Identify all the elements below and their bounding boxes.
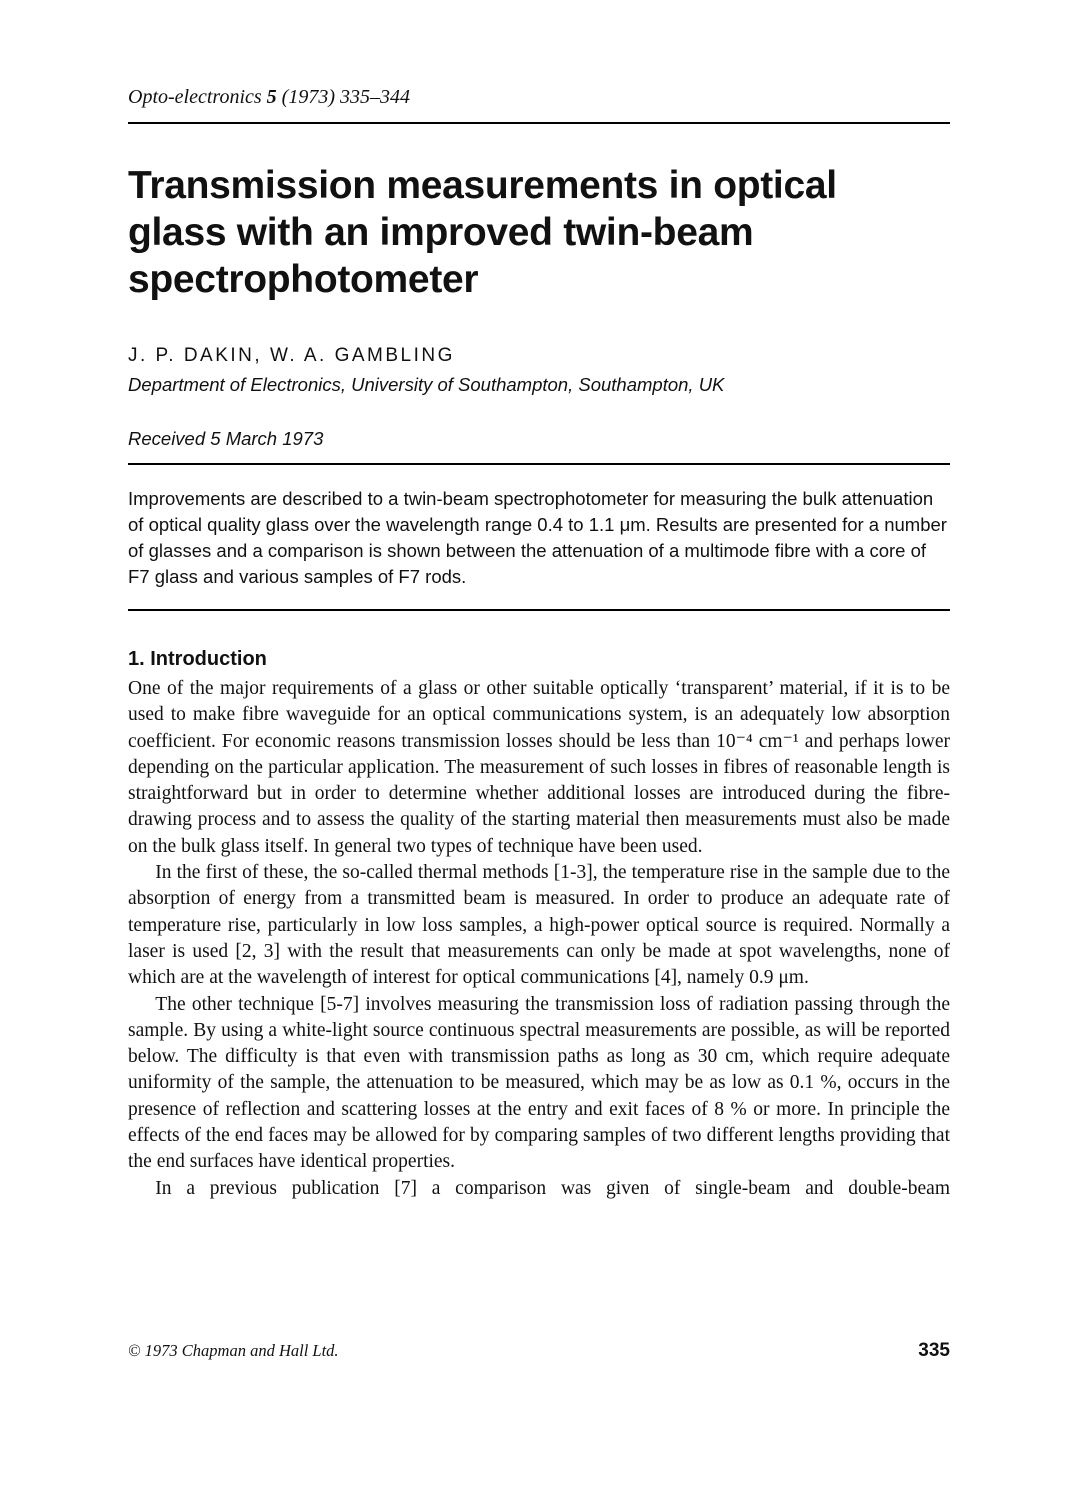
paragraph-3: The other technique [5-7] involves measuring the transmission loss of radiation passing through the sample. By using a white-light source continuous spectral measurements are possible, as will be reported below. The difficulty is that even with transmission paths as long as 30 cm, which require adequate uniformity of the sample, the attenuation to be measured, which may be as low as 0.1 %, occurs in the presence of reflection and scattering losses at the entry and exit faces of 8 % or more. In principle the effects of the end faces may be allowed for by comparing samples of two different lengths providing that the end surfaces have identical properties. — [128, 993, 950, 1173]
page-number: 335 — [918, 1340, 950, 1361]
journal-name: Opto-electronics — [128, 86, 262, 108]
header-rule — [128, 122, 950, 124]
journal-issue-pages: (1973) 335–344 — [281, 86, 410, 108]
abstract-bottom-rule — [128, 609, 950, 611]
paper-title: Transmission measurements in optical glass with an improved twin-beam spectrophotometer — [128, 164, 837, 301]
received-date: Received 5 March 1973 — [128, 428, 324, 449]
paragraph-2: In the first of these, the so-called thermal methods [1-3], the temperature rise in the sample due to the absorption of energy from a transmitted beam is measured. In order to produce an adequate rate of temperature rise, particularly in low loss samples, a high-power optical source is required. Normally a laser is used [2, 3] with the result that measurements can only be made at spot wavelengths, none of which are at the wavelength of interest for optical communications [4], namely 0.9 μm. — [128, 862, 950, 989]
journal-volume: 5 — [266, 86, 277, 108]
paragraph-1: One of the major requirements of a glass or other suitable optically ‘transparent’ material, if it is to be used to make fibre waveguide for an optical communications system, is an adequately low absorption coefficient. For economic reasons transmission losses should be less than 10⁻⁴ cm⁻¹ and perhaps lower depending on the particular application. The measurement of such losses in fibres of reasonable length is straightforward but in order to determine whether additional losses are introduced during the fibre-drawing process and to assess the quality of the starting material then measurements must also be made on the bulk glass itself. In general two types of technique have been used. — [128, 678, 950, 857]
abstract-top-rule — [128, 463, 950, 465]
authors-line: J. P. DAKIN, W. A. GAMBLING — [128, 345, 455, 366]
copyright-notice: © 1973 Chapman and Hall Ltd. — [128, 1341, 339, 1360]
section-heading-introduction: 1. Introduction — [128, 648, 267, 670]
journal-header — [128, 86, 950, 109]
paragraph-4: In a previous publication [7] a comparison was given of single-beam and double-beam — [155, 1177, 950, 1199]
affiliation-line: Department of Electronics, University of Southampton, Southampton, UK — [128, 374, 725, 395]
abstract-text: Improvements are described to a twin-beam spectrophotometer for measuring the bulk attenuation of optical quality glass over the wavelength range 0.4 to 1.1 μm. Results are presented for a number of glasses and a comparison is shown between the attenuation of a multimode fibre with a core of F7 glass and various samples of F7 rods. — [128, 488, 947, 587]
page-footer — [128, 1340, 950, 1362]
